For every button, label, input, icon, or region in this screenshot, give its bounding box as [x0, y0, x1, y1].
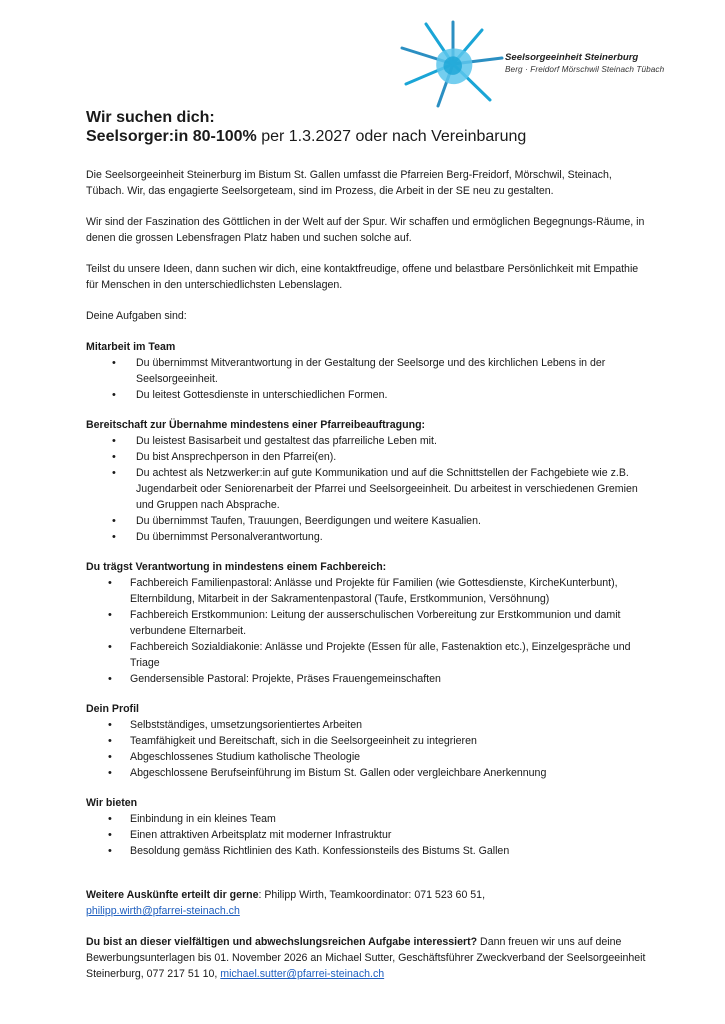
intro-paragraph: Wir sind der Faszination des Göttlichen in der Welt auf der Spur. Wir schaffen und ermöglichen Begegnungs-Räume, in denen die grossen Lebensfragen Platz haben und suchen solche auf.: [86, 216, 645, 244]
contact-email-link[interactable]: philipp.wirth@pfarrei-steinach.ch: [86, 905, 240, 917]
bullet-list: [86, 717, 646, 781]
list-item: • Du leistest Basisarbeit und gestaltest das pfarreiliche Leben mit.: [86, 433, 646, 449]
list-item: • Einbindung in ein kleines Team: [86, 811, 646, 827]
list-item: • Fachbereich Sozialdiakonie: Anlässe und Projekte (Essen für alle, Fastenaktion etc.), Einzelgespräche und Triage: [86, 639, 646, 671]
bullet-list: [86, 575, 646, 687]
intro-paragraph: Deine Aufgaben sind:: [86, 310, 187, 322]
bullet-list: [86, 433, 646, 545]
closing-paragraph: [86, 934, 646, 982]
intro-paragraph: Die Seelsorgeeinheit Steinerburg im Bistum St. Gallen umfasst die Pfarreien Berg-Freidorf, Mörschwil, Steinach, Tübach. Wir, das engagierte Seelsorgeteam, sind im Prozess, die Arbeit in der SE neu zu gestalten.: [86, 169, 612, 197]
list-item: • Abgeschlossene Berufseinführung im Bistum St. Gallen oder vergleichbare Anerkennung: [86, 765, 646, 781]
intro-paragraph: Teilst du unsere Ideen, dann suchen wir dich, eine kontaktfreudige, offene und belastbare Persönlichkeit mit Empathie für Menschen in den unterschiedlichsten Lebenslagen.: [86, 263, 639, 291]
list-item: • Du leitest Gottesdienste in unterschiedlichen Formen.: [86, 387, 646, 403]
closing-question: Du bist an dieser vielfältigen und abwechslungsreichen Aufgabe interessiert?: [86, 936, 478, 948]
contact-text: : Philipp Wirth, Teamkoordinator: 071 523 60 51,: [258, 889, 486, 901]
closing-text: Dann freuen wir uns auf deine Bewerbungsunterlagen bis 01. November 2026 an Michael Sutter, Geschäftsführer Zweckverband der Seelsorgeeinheit Steinerburg, 077 217 51 10,: [86, 936, 646, 980]
bullet-list: [86, 811, 646, 859]
section-title: Dein Profil: [86, 703, 139, 715]
list-item: • Du bist Ansprechperson in den Pfarrei(en).: [86, 449, 646, 465]
logo-name: Seelsorgeeinheit Steinerburg: [505, 52, 639, 63]
list-item: • Fachbereich Erstkommunion: Leitung der ausserschulischen Vorbereitung zur Erstkommunion und damit verbundene Elternarbeit.: [86, 607, 646, 639]
start-date: per 1.3.2027 oder nach Vereinbarung: [261, 128, 527, 145]
page-heading: Wir suchen dich:: [86, 109, 215, 126]
section-title: Du trägst Verantwortung in mindestens einem Fachbereich:: [86, 561, 387, 573]
list-item: • Abgeschlossenes Studium katholische Theologie: [86, 749, 646, 765]
logo-parishes: Berg · Freidorf Mörschwil Steinach Tübach: [505, 65, 665, 74]
list-item: • Besoldung gemäss Richtlinien des Kath. Konfessionsteils des Bistums St. Gallen: [86, 843, 646, 859]
application-email-link[interactable]: michael.sutter@pfarrei-steinach.ch: [220, 968, 385, 980]
bullet-list: [86, 355, 646, 403]
contact-label: Weitere Auskünfte erteilt dir gerne: [86, 889, 259, 901]
page-subtitle: [86, 127, 646, 147]
document-body: [86, 108, 646, 997]
list-item: • Einen attraktiven Arbeitsplatz mit moderner Infrastruktur: [86, 827, 646, 843]
list-item: • Du übernimmst Taufen, Trauungen, Beerdigungen und weitere Kasualien.: [86, 513, 646, 529]
list-item: • Teamfähigkeit und Bereitschaft, sich in die Seelsorgeeinheit zu integrieren: [86, 733, 646, 749]
section-title: Bereitschaft zur Übernahme mindestens einer Pfarreibeauftragung:: [86, 419, 426, 431]
list-item: • Du übernimmst Mitverantwortung in der Gestaltung der Seelsorge und des kirchlichen Lebens in der Seelsorgeeinheit.: [86, 355, 646, 387]
logo-text: [505, 52, 664, 75]
list-item: • Gendersensible Pastoral: Projekte, Präses Frauengemeinschaften: [86, 671, 646, 687]
section-title: Wir bieten: [86, 797, 138, 809]
contact-paragraph: [86, 887, 646, 919]
list-item: • Du übernimmst Personalverantwortung.: [86, 529, 646, 545]
section-title: Mitarbeit im Team: [86, 341, 176, 353]
list-item: • Du achtest als Netzwerker:in auf gute Kommunikation und auf die Schnittstellen der Fachgebiete wie z.B. Jugendarbeit oder Seniorenarbeit der Pfarrei und Seelsorgeeinheit. Du arbeitest in verschiedenen Gremien und Gruppen nach Absprache.: [86, 465, 646, 513]
list-item: • Fachbereich Familienpastoral: Anlässe und Projekte für Familien (wie Gottesdienste, KircheKunterbunt), Elternbildung, Mitarbeit in der Sakramentenpastoral (Taufe, Erstkommunion, Versöhnung): [86, 575, 646, 607]
list-item: • Selbstständiges, umsetzungsorientiertes Arbeiten: [86, 717, 646, 733]
starburst-logo-icon: [398, 18, 508, 110]
role-title: Seelsorger:in 80-100%: [86, 128, 257, 145]
